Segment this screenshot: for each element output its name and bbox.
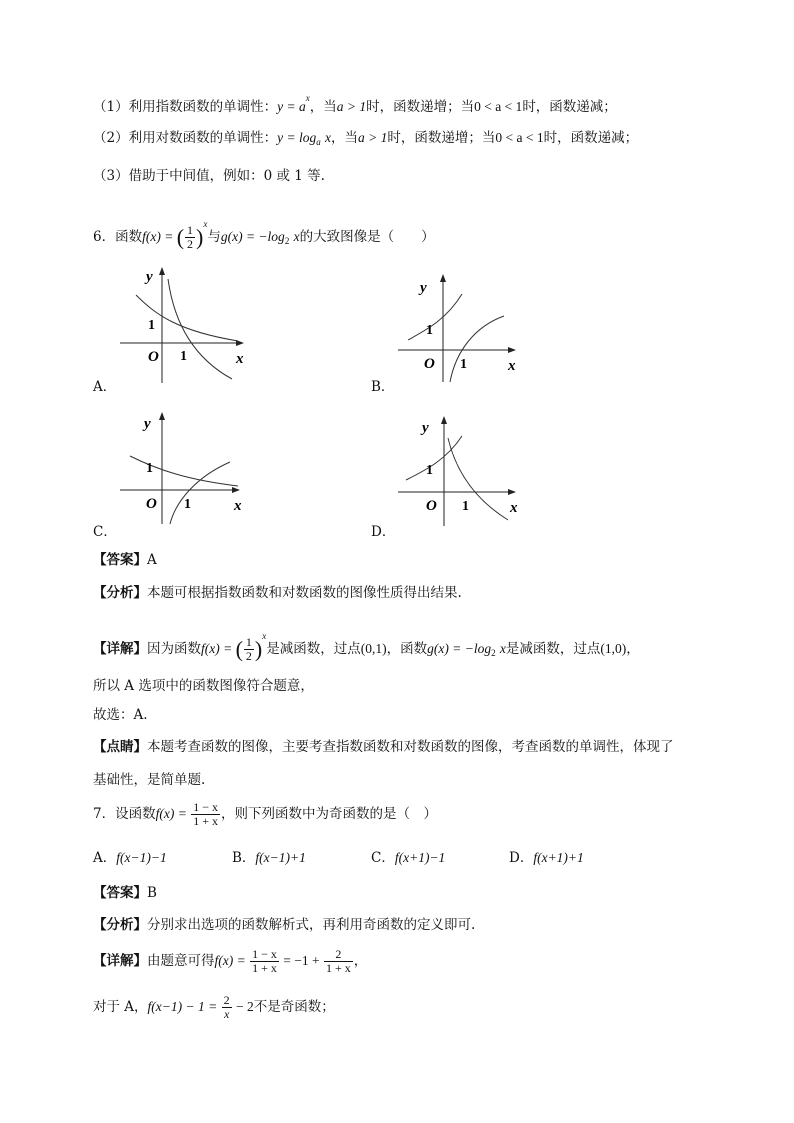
- one-y-label: 1: [426, 463, 433, 478]
- condition: 0 < a < 1: [495, 130, 544, 145]
- method-item-2: [93, 128, 638, 152]
- log-curve: [450, 316, 504, 382]
- text: 的大致图像是（ ）: [299, 229, 435, 245]
- one-x-label: 1: [462, 499, 469, 514]
- one-y-label: 1: [148, 318, 155, 333]
- fraction: [222, 994, 232, 1021]
- numerator: 2: [324, 948, 353, 962]
- variable: x: [499, 641, 506, 656]
- q7-stem: [93, 800, 437, 828]
- q7-option-a[interactable]: [93, 846, 167, 866]
- subscript: 2: [284, 236, 290, 246]
- option-label: B．: [232, 850, 256, 866]
- q7-answer: [93, 883, 157, 903]
- q7-analysis: [93, 915, 475, 935]
- q6-comment-line2: 基础性，是简单题.: [93, 772, 206, 788]
- superscript: x: [203, 219, 208, 229]
- text: 因为函数: [147, 641, 201, 657]
- fraction: [185, 224, 195, 251]
- text: 时，函数递减；: [543, 130, 639, 146]
- detail-tag: 【详解】: [93, 953, 147, 969]
- denominator: x: [223, 1007, 230, 1021]
- method-item-1-prefix: （1）利用指数函数的单调性：: [93, 99, 278, 115]
- graph-option-c: [118, 410, 258, 530]
- formula: f(x) =: [214, 953, 250, 968]
- q6-option-d-label[interactable]: D．: [371, 524, 396, 540]
- one-y-label: 1: [426, 323, 433, 338]
- numerator: 1: [245, 635, 252, 649]
- one-x-label: 1: [180, 349, 187, 364]
- graph-option-d: [396, 412, 536, 532]
- text: 时，函数递减；: [522, 99, 617, 115]
- numerator: 1 − x: [193, 800, 218, 814]
- y-arrow: [159, 267, 165, 275]
- one-x-label: 1: [184, 497, 191, 512]
- q6-option-a-label[interactable]: A．: [93, 379, 117, 395]
- detail-tag: 【详解】: [93, 641, 147, 657]
- origin-label: O: [424, 356, 435, 372]
- option-label: A．: [93, 850, 117, 866]
- subscript: a: [316, 137, 321, 147]
- y-arrow: [440, 274, 446, 282]
- y-label: y: [422, 420, 429, 436]
- fraction: [324, 948, 353, 975]
- q6-option-b-label[interactable]: B．: [371, 379, 395, 395]
- y-label: y: [420, 280, 427, 296]
- q6-detail-line3: 故选：A.: [93, 707, 148, 723]
- formula: g(x) = −log: [220, 229, 285, 244]
- option-expr: f(x+1)+1: [533, 850, 584, 865]
- q6-number: 6．函数: [93, 229, 143, 245]
- q7-option-b[interactable]: [232, 846, 306, 866]
- point: (1,0): [600, 641, 627, 656]
- denominator: 1 + x: [252, 961, 277, 975]
- denominator: 1 + x: [193, 814, 218, 828]
- q6-answer: [93, 550, 157, 570]
- analysis-tag: 【分析】: [93, 585, 147, 601]
- option-expr: f(x+1)−1: [394, 850, 446, 865]
- formula: f(x) =: [155, 806, 191, 821]
- text: ，: [353, 953, 368, 969]
- x-label: x: [234, 498, 242, 514]
- method-item-3: （3）借助于中间值，例如：0 或 1 等.: [93, 168, 325, 184]
- log-curve: [448, 438, 508, 520]
- log-curve: [168, 279, 232, 379]
- numerator: 2: [223, 993, 230, 1007]
- text: ，函数: [386, 641, 428, 657]
- one-y-label: 1: [146, 461, 153, 476]
- x-label: x: [236, 351, 244, 367]
- q6-comment: [93, 737, 674, 757]
- q6-detail: [93, 622, 640, 667]
- y-label: y: [144, 416, 151, 432]
- text: 由题意可得: [147, 953, 215, 969]
- q7-option-c[interactable]: [371, 846, 445, 866]
- x-label: x: [508, 358, 516, 374]
- origin-label: O: [148, 349, 159, 365]
- condition: a > 1: [336, 99, 367, 114]
- analysis-tag: 【分析】: [93, 917, 147, 933]
- text: 与: [207, 229, 221, 245]
- y-arrow: [159, 412, 165, 420]
- x-arrow: [232, 487, 240, 493]
- q6-analysis: [93, 583, 462, 603]
- option-expr: f(x−1)−1: [116, 850, 167, 865]
- denominator: 2: [245, 649, 252, 663]
- q7-for-a: [93, 992, 335, 1022]
- point: (0,1): [360, 641, 387, 656]
- option-label: C．: [371, 850, 395, 866]
- text: 不是奇函数；: [253, 999, 335, 1015]
- denominator: 1 + x: [325, 961, 351, 975]
- answer-tag: 【答案】: [93, 552, 147, 568]
- formula: f(x) =: [201, 641, 236, 656]
- paren: ): [254, 636, 263, 662]
- formula: y = a: [277, 99, 306, 114]
- y-arrow: [441, 416, 447, 424]
- formula: − 2: [232, 999, 254, 1014]
- condition: a > 1: [358, 130, 388, 145]
- x-label: x: [510, 500, 518, 516]
- x-arrow: [508, 489, 516, 495]
- method-item-2-prefix: （2）利用对数函数的单调性：: [93, 130, 278, 146]
- text: 是减函数，过点: [266, 641, 361, 657]
- fraction: [250, 948, 279, 975]
- q7-number: 7．设函数: [93, 806, 156, 822]
- x-arrow: [508, 347, 516, 353]
- y-label: y: [146, 269, 153, 285]
- exp-curve: [408, 294, 462, 340]
- log-curve: [170, 462, 230, 524]
- answer-value: A: [147, 552, 157, 568]
- paren: (: [235, 636, 243, 662]
- option-label: D．: [509, 850, 534, 866]
- graph-option-a: [118, 265, 258, 385]
- option-expr: f(x−1)+1: [255, 850, 306, 865]
- analysis-text: 分别求出选项的函数解析式，再利用奇函数的定义即可.: [147, 917, 476, 933]
- text: ，当: [309, 99, 337, 115]
- numerator: 1 − x: [252, 947, 277, 961]
- numerator: 1: [187, 223, 194, 237]
- answer-tag: 【答案】: [93, 885, 147, 901]
- origin-label: O: [146, 496, 157, 512]
- graph-option-b: [396, 270, 536, 390]
- variable: x: [293, 229, 300, 244]
- text: 是减函数，过点: [505, 641, 601, 657]
- comment-text: 本题考查函数的图像，主要考查指数函数和对数函数的图像，考查函数的单调性，体现了: [147, 739, 674, 755]
- q7-detail: [93, 946, 367, 976]
- superscript: x: [262, 631, 267, 641]
- q6-option-c-label[interactable]: C．: [93, 524, 117, 540]
- superscript: x: [305, 93, 310, 103]
- text: ，当: [331, 130, 358, 146]
- formula: y = log: [277, 130, 317, 145]
- text: 时，函数递增；当: [366, 99, 475, 115]
- q6-detail-line2: 所以 A 选项中的函数图像符合题意，: [93, 678, 314, 694]
- fraction: [244, 636, 254, 663]
- origin-label: O: [426, 498, 437, 514]
- text: 时，函数递增；当: [387, 130, 496, 146]
- formula: g(x) = −log: [427, 641, 492, 656]
- formula: = −1 +: [279, 953, 323, 968]
- method-item-1: [93, 88, 617, 117]
- paren: (: [176, 224, 185, 250]
- q7-option-d[interactable]: [509, 846, 584, 866]
- subscript: 2: [491, 648, 496, 658]
- text: ，则下列函数中为奇函数的是（ ）: [220, 806, 437, 822]
- exp-curve: [406, 436, 462, 480]
- formula: f(x) =: [142, 229, 177, 244]
- comment-tag: 【点睛】: [93, 739, 147, 755]
- answer-value: B: [147, 885, 157, 901]
- analysis-text: 本题可根据指数函数和对数函数的图像性质得出结果.: [147, 585, 462, 601]
- fraction: [191, 801, 220, 828]
- formula: f(x−1) − 1 =: [147, 999, 221, 1014]
- q6-stem: [93, 210, 435, 255]
- paren: ): [196, 224, 204, 250]
- text: 对于 A，: [93, 999, 148, 1015]
- denominator: 2: [187, 237, 194, 251]
- one-x-label: 1: [460, 357, 467, 372]
- variable: x: [325, 130, 331, 145]
- condition: 0 < a < 1: [474, 99, 523, 114]
- text: ，: [626, 641, 640, 657]
